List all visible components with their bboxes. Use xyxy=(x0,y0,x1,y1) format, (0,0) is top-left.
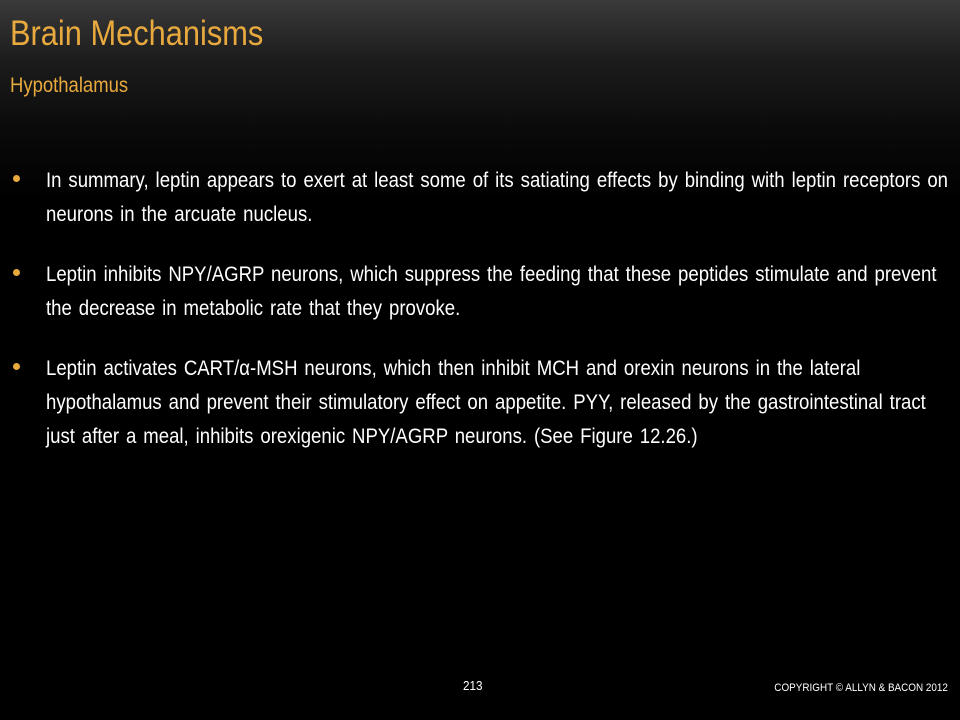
bullet-text: Leptin inhibits NPY/AGRP neurons, which suppress the feeding that these peptides stimulate and prevent the decrease in metabolic rate that they provoke. xyxy=(46,263,937,320)
bullet-dot-icon xyxy=(13,269,20,276)
bullet-item xyxy=(0,164,960,232)
bullet-text: In summary, leptin appears to exert at least some of its satiating effects by binding with leptin receptors on neurons in the arcuate nucleus. xyxy=(46,169,949,226)
bullet-item xyxy=(0,352,960,454)
bullet-text: Leptin activates CART/α-MSH neurons, which then inhibit MCH and orexin neurons in the lateral hypothalamus and prevent their stimulatory effect on appetite. PYY, released by the gastrointestinal tract just after a meal, inhibits orexigenic NPY/AGRP neurons. (See Figure 12.26.) xyxy=(46,357,926,448)
bullet-list xyxy=(0,164,960,480)
bullet-item xyxy=(0,258,960,326)
bullet-dot-icon xyxy=(13,363,20,370)
page-number: 213 xyxy=(463,678,483,693)
bullet-dot-icon xyxy=(13,175,20,182)
slide-subtitle: Hypothalamus xyxy=(10,74,129,97)
slide-title: Brain Mechanisms xyxy=(10,14,264,53)
copyright-notice: COPYRIGHT © ALLYN & BACON 2012 xyxy=(774,682,948,694)
